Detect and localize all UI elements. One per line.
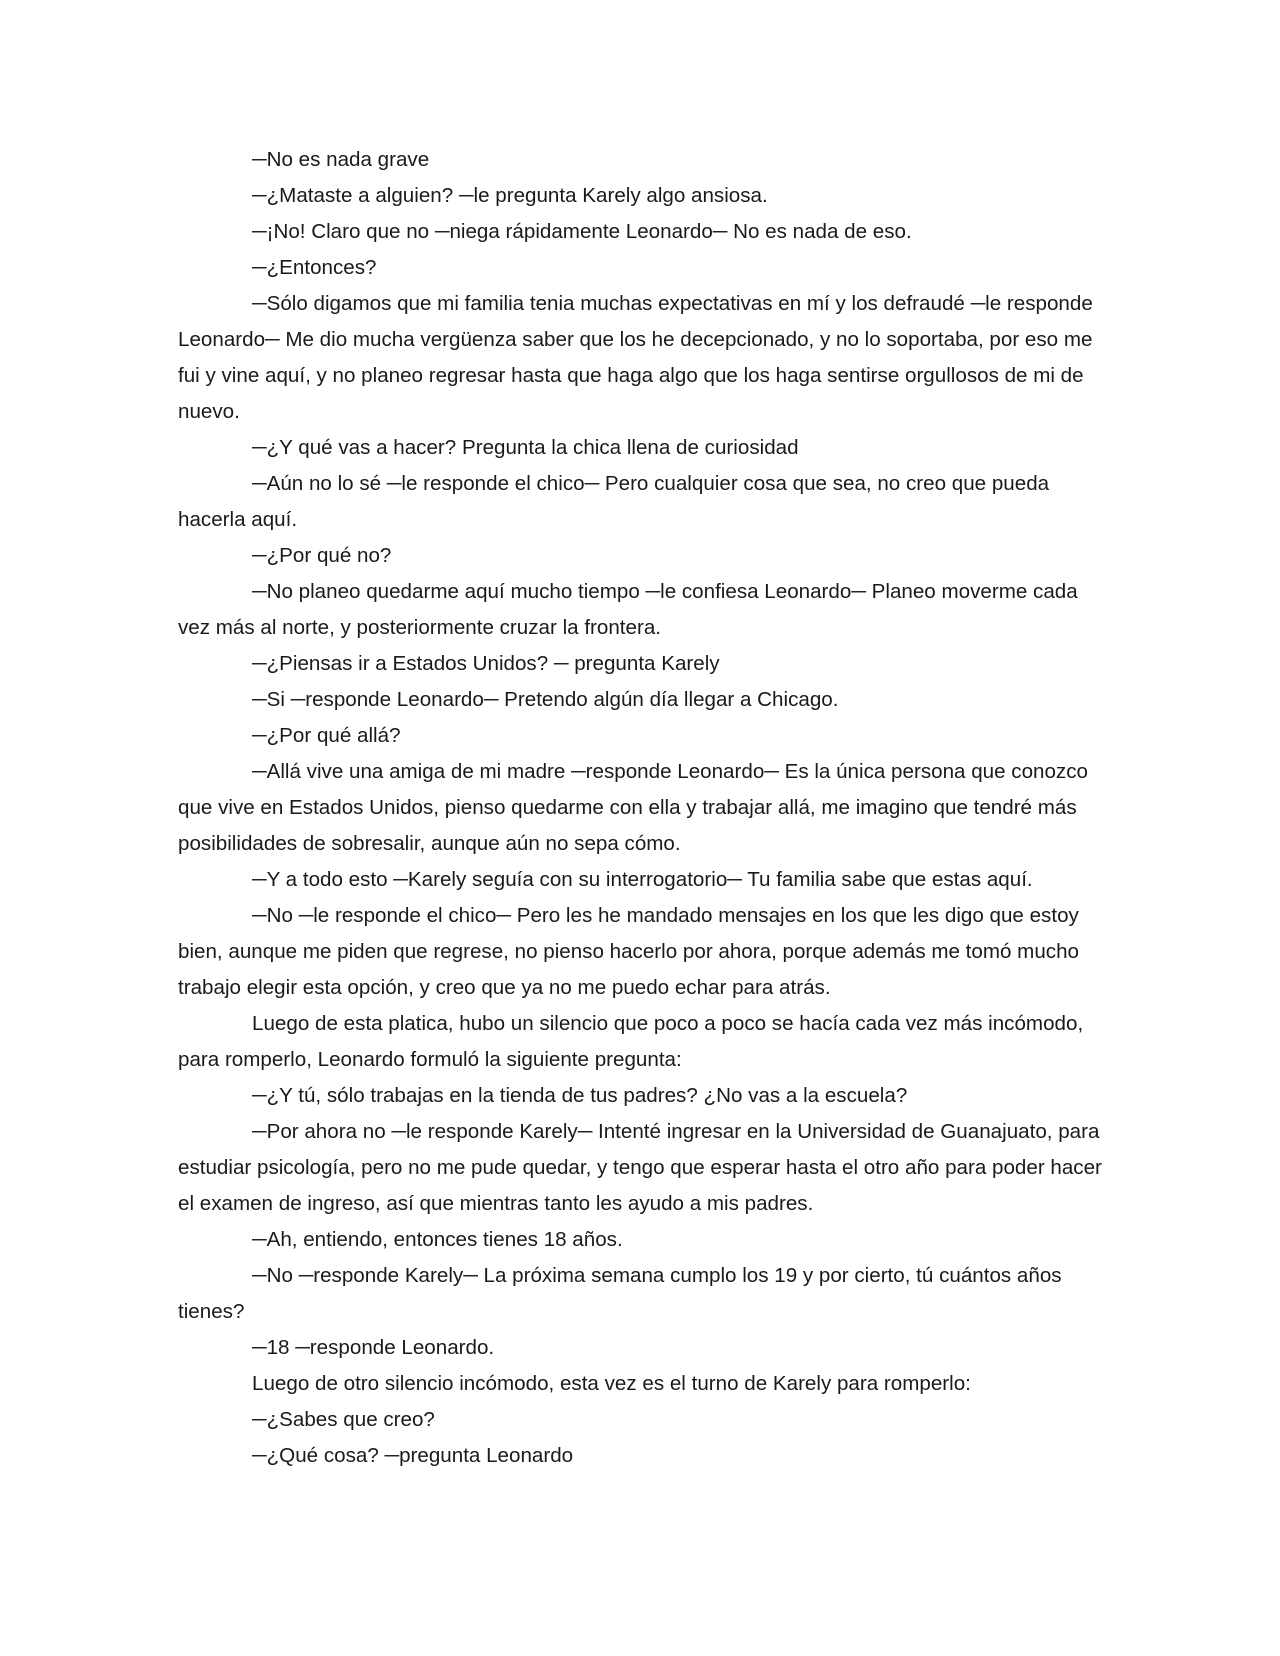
paragraph: ─Allá vive una amiga de mi madre ─responde Leonardo─ Es la única persona que conozco que vive en Estados Unidos, pienso quedarme con ella y trabajar allá, me imagino que tendré más posibilidades de sobresalir, aunque aún no sepa cómo. (178, 760, 1088, 855)
paragraph: ─No planeo quedarme aquí mucho tiempo ─le confiesa Leonardo─ Planeo moverme cada vez más al norte, y posteriormente cruzar la frontera. (178, 580, 1078, 639)
paragraph: ─¿Mataste a alguien? ─le pregunta Karely algo ansiosa. (252, 184, 768, 207)
paragraph: ─18 ─responde Leonardo. (252, 1336, 495, 1359)
paragraph: ─Y a todo esto ─Karely seguía con su interrogatorio─ Tu familia sabe que estas aquí. (252, 868, 1033, 891)
paragraph: ─No es nada grave (252, 148, 430, 171)
paragraph: ─¿Y qué vas a hacer? Pregunta la chica llena de curiosidad (252, 436, 799, 459)
paragraph: ─¿Por qué allá? (252, 724, 401, 747)
paragraph: ─¿Sabes que creo? (252, 1408, 435, 1431)
paragraph: ─¿Entonces? (252, 256, 377, 279)
paragraph: ─Si ─responde Leonardo─ Pretendo algún día llegar a Chicago. (252, 688, 839, 711)
paragraph: Luego de otro silencio incómodo, esta vez es el turno de Karely para romperlo: (252, 1372, 971, 1395)
paragraph: ─Sólo digamos que mi familia tenia muchas expectativas en mí y los defraudé ─le responde Leonardo─ Me dio mucha vergüenza saber que los he decepcionado, y no lo soportaba, por eso me fui y vine aquí, y no planeo regresar hasta que haga algo que los haga sentirse orgullosos de mi de nuevo. (178, 292, 1093, 423)
paragraph: ─¡No! Claro que no ─niega rápidamente Leonardo─ No es nada de eso. (252, 220, 912, 243)
paragraph: ─¿Piensas ir a Estados Unidos? ─ pregunta Karely (252, 652, 720, 675)
body-text (178, 142, 1108, 1474)
paragraph: ─Aún no lo sé ─le responde el chico─ Pero cualquier cosa que sea, no creo que pueda hacerla aquí. (178, 472, 1050, 531)
paragraph: ─No ─responde Karely─ La próxima semana cumplo los 19 y por cierto, tú cuántos años tienes? (178, 1264, 1062, 1323)
paragraph: ─No ─le responde el chico─ Pero les he mandado mensajes en los que les digo que estoy bien, aunque me piden que regrese, no pienso hacerlo por ahora, porque además me tomó mucho trabajo elegir esta opción, y creo que ya no me puedo echar para atrás. (178, 904, 1079, 999)
paragraph: ─¿Qué cosa? ─pregunta Leonardo (252, 1444, 574, 1467)
paragraph: ─¿Por qué no? (252, 544, 392, 567)
paragraph: ─¿Y tú, sólo trabajas en la tienda de tus padres? ¿No vas a la escuela? (252, 1084, 908, 1107)
paragraph: ─Ah, entiendo, entonces tienes 18 años. (252, 1228, 623, 1251)
paragraph: ─Por ahora no ─le responde Karely─ Intenté ingresar en la Universidad de Guanajuato, para estudiar psicología, pero no me pude quedar, y tengo que esperar hasta el otro año para poder hacer el examen de ingreso, así que mientras tanto les ayudo a mis padres. (178, 1120, 1102, 1215)
paragraph: Luego de esta platica, hubo un silencio que poco a poco se hacía cada vez más incómodo, para romperlo, Leonardo formuló la siguiente pregunta: (178, 1012, 1084, 1071)
